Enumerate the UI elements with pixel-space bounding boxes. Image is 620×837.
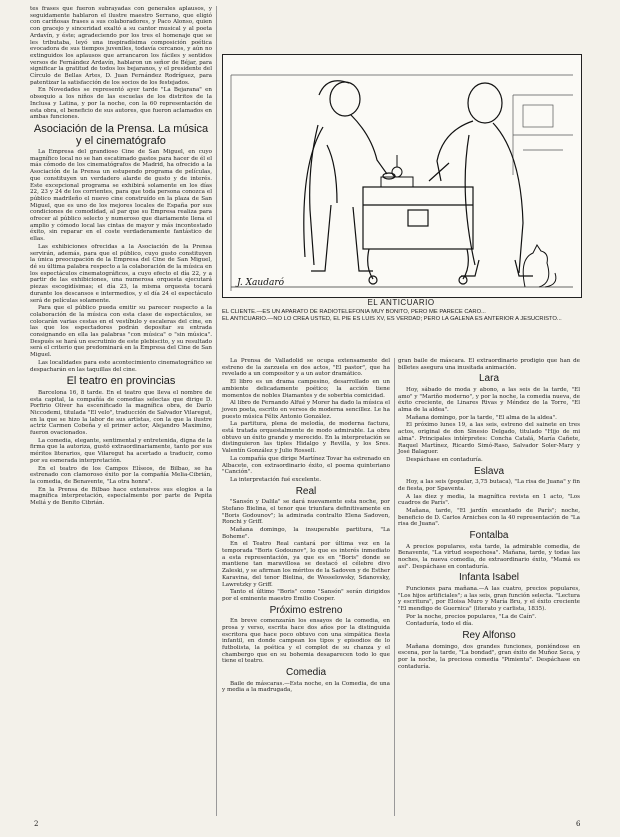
heading-infanta-isabel: Infanta Isabel [458,572,520,584]
paragraph: En Novedades se representó ayer tarde "La Bejarana" en obsequio a los niños de las escuelas de los distritos de la Inclusa y Latina, y por la noche, con la 60 representación de esta obra, el beneficio de sus autores, que fueron aclamados en ambas funciones. [30,87,212,121]
paragraph: Funciones para mañana.—A las cuatro, precios populares, "Los hijos artificiales"; a las seis, gran función selecta. "Lectura y escritura", por Eloisa Muro y María Bru, y el éxito creciente "El mendigo de Guernica" (literato y carlista, 1835). [398,585,580,612]
column-rule [216,6,217,816]
client-figure [304,81,395,271]
heading-proximo-estreno: Próximo estreno [269,604,343,616]
paragraph: Para que el público pueda emitir su parecer respecto a la colaboración de la música con esta clase de espectáculos, se colocarán varias cestas en el vestíbulo y escaleras del cine, en las que los espectadores podrán depositar su entrada consignando en ella las palabras "con música" o "sin música". Después se hará un escrutinio de este plebiscito, y su resultado será el criterio que predominará en la Empresa del Cine de San Miguel. [30,305,212,359]
paragraph: A las diez y media, la magnífica revista en 1 acto, "Los cuadros de París". [398,493,580,507]
paragraph: Barcelona 16, 8 tarde. En el teatro que lleva el nombre de esta capital, la compañía de comedias selectas que dirige D. Porfirio Oliver ha escenificado la magnífica obra, de Darío Niccodemi, titulada "El velo", traducción de Salvador Vilaregut, en la que se hizo la labor de sus artistas, con la que la ilustre actriz Carmen Cobeña y el primer actor, Alejandro Maximino, fueron ovacionados. [30,389,212,437]
paragraph: gran baile de máscara. El extraordinario prodigio que han de billetes asegura una inusitada animación. [398,358,580,371]
paragraph: Despáchase en contaduría. [406,456,483,463]
heading-teatro-provincias: El teatro en provincias [66,375,176,388]
column-1 [30,6,212,508]
paragraph: Mañana domingo, dos grandes funciones, poniéndose en escena, por la tarde, "La bondad", gran éxito de Muñoz Seca, y por la noche, la preciosa comedia "Pimienta". Despáchase en contaduría. [398,643,580,670]
paragraph: La partitura, plena de melodía, de moderna factura, está tratada orquestalmente de modo admirable. La obra obtuvo un éxito grande y merecido. En la interpretación se distinguieron las tiples Hidalgo y Revilla, y los Sres. Valentín González y Julio Rossell. [222,421,390,455]
paragraph: Por la noche, precios populares, "La de Caín". [406,613,537,620]
paragraph: La Empresa del grandioso Cine de San Miguel, en cuyo magnífico local no se han escatimado gastos para hacer de él el más cómodo de los cinematógrafos de Madrid, ha ofrecido a la Asociación de la Prensa un estupendo programa de películas, que constituyen un verdadero alarde de gusto y de interés. Este excepcional programa se exhibirá solamente en los días 22, 23 y 24 de los corrientes, para que toda persona conozca el público madrileño el nuevo cine construído en la plaza de San Miguel, que es uno de los mejores locales de España por sus condiciones de comodidad, al par que su Empresa realiza para ofrecer al público selecto y numeroso que diariamente llena el amplio y cómodo local las cintas de mayor y más incontestado éxito, sin reparar en el coste verdaderamente fantástico de ellas. [30,149,212,243]
paragraph: La compañía que dirige Martínez Tovar ha estrenado en Albacete, con extraordinario éxito, el poema quinteriano "Canción". [222,455,390,476]
paragraph: Mañana domingo, la insuperable partitura, "La Boheme". [222,526,390,540]
heading-fontalba: Fontalba [469,530,509,542]
antique-chest [363,187,473,284]
paragraph: En el teatro de los Campos Elíseos, de Bilbao, se ha estrenado con clamoroso éxito por la compañía Melia-Cibrián, la comedia, de Benavente, "La otra honra". [30,465,212,485]
folio-right: 6 [576,820,581,828]
paragraph: A precios populares, esta tarde, la admirable comedia, de Benavente, "La virtud sospechosa". Mañana, tarde, y todas las noches, la nueva comedia, de extraordinario éxito, "Mamá es así". Despáchase en contaduría. [398,543,580,570]
column-3 [398,358,580,671]
paragraph: La comedia, elegante, sentimental y entretenida, digna de la firma que la autoriza, gustó extraordinariamente, tanto por sus méritos literarios, que Vilaregut ha acertado a traducir, como por su esmerada interpretación. [30,437,212,464]
heading-eslava: Eslava [473,465,504,477]
folio-left: 2 [34,820,39,828]
paragraph: El próximo lunes 19, a las seis, estreno del sainete en tres actos, original de don Sinesio Delgado, titulado "Hijo de mi alma". Principales intérpretes: Concha Catalá, María Cañete, Raquel Martínez, Ricardo Simó-Raso, Salvador Soler-Mary y José Balaguer. [398,422,580,456]
paragraph: Mañana domingo, por la tarde, "El alma de la aldea". [406,414,557,421]
background-hatching [231,75,573,291]
paragraph: Al libro de Fernando Alfué y Morer ha dado la música el joven poeta, escrito en versos de moderna sencillez. Le ha puesto música Félix Antonio González. [222,400,390,420]
cartoon-caption [222,309,580,324]
column-2 [222,358,390,695]
artist-signature: J. Xaudaró [237,278,285,288]
radio-set [381,155,413,187]
paragraph: El libro es un drama campesino, desarrollado en un ambiente delicadamente poético; la acción tiene momentos de nobles Diamantes y de soberbia comicidad. [222,379,390,399]
paragraph: Las exhibiciones ofrecidas a la Asociación de la Prensa servirán, además, para que el público, cuyo gusto constituyen la única preocupación de la Empresa del Cine de San Miguel, dé su última palabra respecto a la colaboración de la música en los espectáculos cinematográficos, a cuyo efecto el día 22, y a partir de las exhibiciones, una numerosa orquesta ejecutará piezas escogidísimas; el día 23, la misma orquesta tocará durante los descansos e intermedios, y el día 24 el espectáculo será de películas solamente. [30,243,212,304]
heading-lara: Lara [478,373,499,385]
dealer-figure [429,83,533,276]
caption-client: EL CLIENTE.—ES UN APARATO DE RADIOTELEFONIA MUY BONITO, PERO ME PARECE CARO... [222,309,486,315]
heading-comedia: Comedia [285,667,327,679]
heading-rey-alfonso: Rey Alfonso [462,630,516,642]
paragraph: La Prensa de Valladolid se ocupa extensamente del estreno de la zarzuela en dos actos, "El pastor", que ha revelado a un compositor y a un autor dramático. [222,358,390,378]
heading-asociacion-prensa: Asociación de la Prensa. La música y el cinematógrafo [33,122,209,147]
paragraph: "Sansón y Dalila" se dará nuevamente esta noche, por Stefano Bielina, el tenor que triunfara definitivamente en "Boris Godounov"; la admirada contralto Elena Sadoven, Ronchi y Griff. [222,499,390,526]
paragraph: Contaduría, todo el día. [406,621,474,628]
cartoon-drawing [223,55,581,297]
caption-dealer: EL ANTICUARIO.—NO LO CREA USTED, EL PIE ES LUIS XV, ES VERDAD; PERO LA GALENA ES ANTERIOR A JESUCRISTO... [222,316,562,323]
paragraph: En la Prensa de Bilbao hace extensivos sus elogios a la magnífica interpretación, especialmente por parte de Pepita Meliá y de Benito Cibrián. [30,486,212,507]
cartoon-title: EL ANTICUARIO [367,298,435,307]
paragraph: La interpretación fué excelente. [230,476,321,483]
heading-real: Real [295,485,317,497]
paragraph: Hoy, sábado de moda y abono, a las seis de la tarde, "El amo" y "Mariño moderno", y por la noche, la comedia nueva, de éxito creciente, de Linares Rivas y Méndez de la Torre, "El alma de la aldea". [398,386,580,414]
paragraph: Tanto el último "Boris" como "Sansón" serán dirigidos por el eminente maestro Emilio Cooper. [222,589,390,602]
paragraph: Mañana, tarde, "El jardín encantado de París"; noche, beneficio de D. Carlos Arniches con la 40 representación de "La risa de Juana". [398,507,580,528]
paragraph: En el Teatro Real cantará por última vez en la temporada "Boris Godounov", lo que es interés inmediato a esta representación, ya que es en "Boris" donde se mantiene tan maravillosa se destacó el célebre divo Zaleski, y se afirman los méritos de la Sadoven y de Esther Karavina, del tenor Bielina, de Wesselowsky, Sdanovsky, Lawretzky y Griff. [222,541,390,588]
column-rule [394,358,395,816]
paragraph: En breve comenzarán los ensayos de la comedia, en prosa y verso, escrita hace dos años por la distinguida escritora que hace poco obtuvo con una simpática fiesta infantil, en donde campean los tipos y episodios de lo futbolista, la poética y el complot de su chanza y el chambergo que en su bohemia desaparecen todo lo que tiene el teatro. [222,618,390,665]
paragraph: Hoy, a las seis (popular, 3,75 butaca), "La risa de Juana" y fin de fiesta, por Spaventa. [398,479,580,492]
paragraph: Baile de máscaras.—Esta noche, en la Comedia, de una y media a la madrugada, [222,680,390,694]
paragraph: tes frases que fueron subrayadas con generales aplausos, y seguidamente hablaron el ilustre maestro Serrano, que eligió con cariñosas frases a sus colaboradores, y Paco Alonso, quien con gracejo y sinceridad exaltó a su cantor musical y al poeta Ardavín, y éste; agradeciendo por los tres el homenaje que se les tributaba, leyó una inspiradísima composición poética evocadora de sus tiempos juveniles, todavía cercanos, y aún no extinguidos los aplausos que arrancaron los fáciles y sentidos versos de Fernández Ardavín, hablaron un señor de Béjar, para significar la gratitud de todos los bejaranos, y el presidente del Círculo de Bellas Artes, D. Juan Fernández Rodríguez, para patentizar la satisfacción de los socios de los festejados. [30,6,212,86]
cat-figure [523,245,556,287]
cartoon-illustration [222,54,582,298]
paragraph: Las localidades para este acontecimiento cinematográfico se despacharán en las taquillas del cine. [30,359,212,373]
